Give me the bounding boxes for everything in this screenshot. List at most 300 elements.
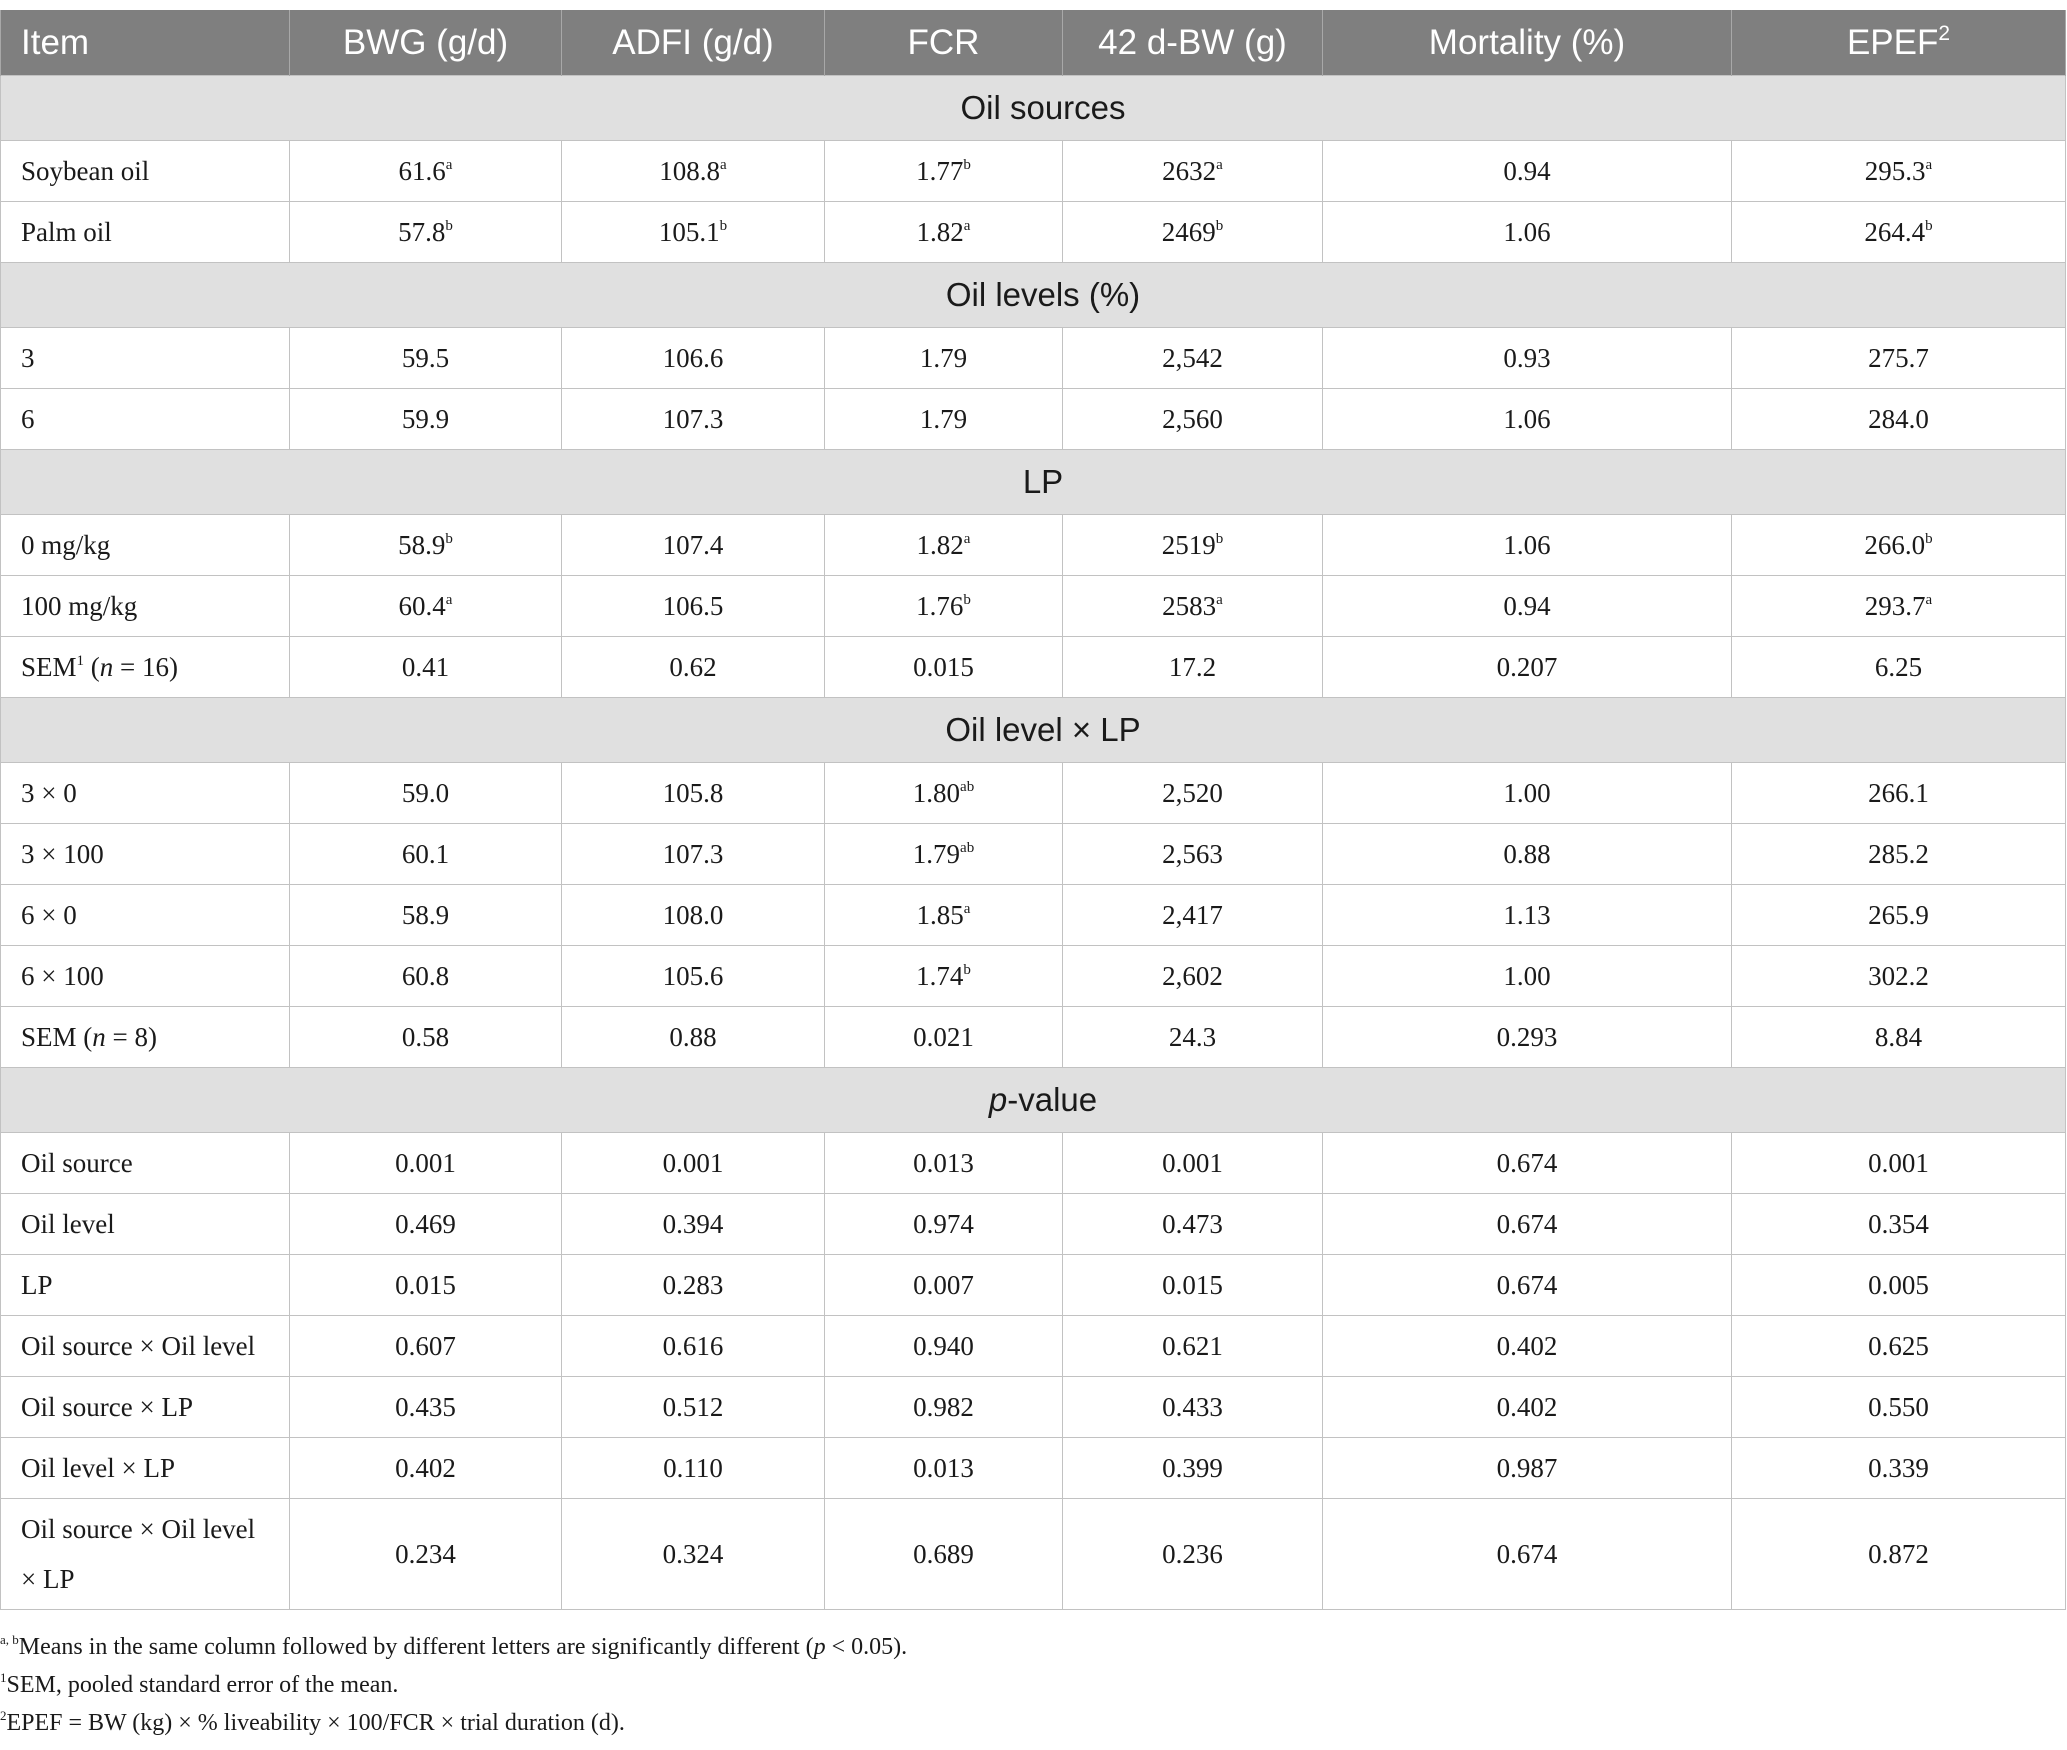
cell-bwg	[290, 515, 562, 576]
cell-mortality	[1323, 1194, 1732, 1255]
group-title: LP	[1, 450, 2066, 515]
table-row	[1, 141, 2066, 202]
cell-value: 105.6	[662, 960, 724, 991]
significance-letter: b	[963, 961, 971, 978]
cell-mortality	[1323, 202, 1732, 263]
group-row-oil_sources	[1, 76, 2066, 141]
cell-fcr	[825, 946, 1063, 1007]
cell-bw42	[1063, 141, 1323, 202]
cell-bwg	[290, 1194, 562, 1255]
cell-fcr	[825, 1377, 1063, 1438]
row-label: Oil source	[1, 1133, 290, 1194]
header-epef: EPEF$^2$	[1732, 10, 2066, 76]
cell-value: 0.435	[395, 1391, 456, 1422]
cell-value: 24.3	[1168, 1021, 1217, 1052]
group-title	[1, 1068, 2066, 1133]
significance-letter: b	[963, 591, 971, 608]
significance-letter: a	[963, 217, 971, 234]
cell-value: 0.402	[395, 1452, 456, 1483]
cell-value: 0.394	[662, 1208, 724, 1239]
cell-adfi	[562, 515, 825, 576]
cell-value: 266.1	[1868, 777, 1929, 808]
table-row	[1, 515, 2066, 576]
cell-mortality	[1323, 946, 1732, 1007]
significance-letter: a	[1216, 156, 1223, 173]
cell-value: 1.80	[912, 777, 961, 808]
cell-bw42	[1063, 763, 1323, 824]
cell-adfi	[562, 1133, 825, 1194]
significance-letter: b	[1925, 217, 1933, 234]
cell-bwg	[290, 389, 562, 450]
cell-value: 1.13	[1503, 899, 1551, 930]
cell-epef	[1732, 763, 2066, 824]
cell-fcr	[825, 1438, 1063, 1499]
cell-fcr	[825, 1255, 1063, 1316]
cell-bw42	[1063, 946, 1323, 1007]
cell-value: 0.110	[663, 1452, 723, 1483]
cell-value: 107.4	[662, 529, 724, 560]
cell-value: 302.2	[1868, 960, 1929, 991]
cell-value: 0.234	[395, 1538, 456, 1569]
group-row-lp	[1, 450, 2066, 515]
cell-value: 285.2	[1868, 838, 1929, 869]
cell-value: 0.974	[913, 1208, 974, 1239]
cell-epef	[1732, 1133, 2066, 1194]
sem-n-value: = 16)	[113, 651, 178, 682]
cell-mortality	[1323, 1438, 1732, 1499]
table-row	[1, 824, 2066, 885]
cell-value: 0.433	[1162, 1391, 1223, 1422]
cell-fcr	[825, 1007, 1063, 1068]
header-row	[1, 10, 2066, 76]
footnotes	[0, 1628, 907, 1742]
cell-bw42	[1063, 1377, 1323, 1438]
cell-mortality	[1323, 637, 1732, 698]
cell-adfi	[562, 1499, 825, 1610]
sem-n-open: (	[84, 651, 100, 682]
cell-mortality	[1323, 1007, 1732, 1068]
cell-bw42	[1063, 885, 1323, 946]
cell-value: 295.3	[1864, 155, 1926, 186]
cell-mortality	[1323, 824, 1732, 885]
cell-value: 105.1	[658, 216, 720, 247]
cell-fcr	[825, 515, 1063, 576]
cell-fcr	[825, 1499, 1063, 1610]
cell-fcr	[825, 1133, 1063, 1194]
table-row	[1, 202, 2066, 263]
header-mortality: Mortality (%)	[1323, 10, 1732, 76]
cell-bw42	[1063, 202, 1323, 263]
cell-value: 0.674	[1496, 1538, 1558, 1569]
sem-n-open: (	[76, 1021, 93, 1052]
table-row	[1, 1194, 2066, 1255]
cell-value: 0.013	[913, 1452, 974, 1483]
significance-letter: a	[720, 156, 727, 173]
cell-adfi	[562, 824, 825, 885]
cell-value: 58.9	[398, 529, 446, 560]
cell-adfi	[562, 1316, 825, 1377]
significance-letter: b	[1215, 217, 1224, 234]
cell-value: 106.5	[662, 590, 724, 621]
cell-value: 2469	[1161, 216, 1216, 247]
cell-value: 0.674	[1496, 1269, 1558, 1300]
cell-value: 0.473	[1162, 1208, 1223, 1239]
header-adfi: ADFI (g/d)	[562, 10, 825, 76]
cell-value: 58.9	[401, 899, 450, 930]
cell-fcr	[825, 1194, 1063, 1255]
cell-epef	[1732, 141, 2066, 202]
performance-table	[0, 10, 2066, 1610]
cell-value: 0.015	[395, 1269, 456, 1300]
row-label-line2: × LP	[21, 1564, 75, 1594]
table-row	[1, 389, 2066, 450]
cell-value: 0.88	[1503, 838, 1551, 869]
cell-value: 1.00	[1503, 960, 1551, 991]
cell-value: 107.3	[662, 838, 724, 869]
cell-epef	[1732, 1255, 2066, 1316]
cell-value: 0.015	[1162, 1269, 1223, 1300]
cell-value: 0.354	[1868, 1208, 1929, 1239]
group-title-italic: p	[988, 1081, 1008, 1118]
cell-value: 264.4	[1864, 216, 1926, 247]
group-title-rest: -value	[1007, 1081, 1098, 1118]
cell-fcr	[825, 141, 1063, 202]
cell-value: 1.79	[919, 403, 968, 434]
cell-epef	[1732, 946, 2066, 1007]
row-label: Oil source × LP	[1, 1377, 290, 1438]
significance-letter: b	[445, 217, 453, 234]
cell-adfi	[562, 576, 825, 637]
header-bw42: 42 d-BW (g)	[1063, 10, 1323, 76]
cell-mortality	[1323, 576, 1732, 637]
cell-value: 61.6	[398, 155, 446, 186]
cell-bwg	[290, 576, 562, 637]
table-row	[1, 763, 2066, 824]
cell-value: 2,417	[1162, 899, 1223, 930]
significance-letter: a	[1925, 156, 1933, 173]
cell-adfi	[562, 637, 825, 698]
significance-letter: a	[1216, 591, 1223, 608]
cell-value: 1.06	[1503, 216, 1551, 247]
cell-value: 0.62	[669, 651, 717, 682]
cell-epef	[1732, 637, 2066, 698]
cell-value: 0.872	[1868, 1538, 1929, 1569]
significance-letter: b	[719, 217, 728, 234]
table-row	[1, 1255, 2066, 1316]
significance-letter: ab	[960, 778, 975, 795]
table-row	[1, 1133, 2066, 1194]
cell-bwg	[290, 1316, 562, 1377]
cell-mortality	[1323, 1316, 1732, 1377]
cell-epef	[1732, 1007, 2066, 1068]
cell-bw42	[1063, 1438, 1323, 1499]
cell-value: 0.324	[662, 1538, 724, 1569]
cell-value: 2,560	[1162, 403, 1223, 434]
cell-value: 0.001	[395, 1147, 456, 1178]
row-label: 6 × 0	[1, 885, 290, 946]
cell-value: 0.402	[1496, 1391, 1558, 1422]
cell-value: 2632	[1162, 155, 1217, 186]
header-item: Item	[1, 10, 290, 76]
cell-value: 1.76	[916, 590, 964, 621]
cell-adfi	[562, 328, 825, 389]
cell-fcr	[825, 637, 1063, 698]
significance-letter: a	[445, 156, 453, 173]
significance-letter: b	[1215, 530, 1224, 547]
cell-fcr	[825, 885, 1063, 946]
table-row	[1, 328, 2066, 389]
row-label	[1, 1007, 290, 1068]
cell-bw42	[1063, 515, 1323, 576]
cell-value: 0.283	[662, 1269, 724, 1300]
sem-row	[1, 637, 2066, 698]
cell-bwg	[290, 141, 562, 202]
cell-value: 0.007	[913, 1269, 974, 1300]
cell-epef	[1732, 328, 2066, 389]
cell-adfi	[562, 763, 825, 824]
cell-value: 1.00	[1503, 777, 1551, 808]
cell-value: 0.236	[1162, 1538, 1223, 1569]
cell-fcr	[825, 1316, 1063, 1377]
cell-value: 0.339	[1868, 1452, 1929, 1483]
cell-fcr	[825, 202, 1063, 263]
row-label: 3 × 100	[1, 824, 290, 885]
cell-bwg	[290, 1255, 562, 1316]
cell-value: 293.7	[1864, 590, 1926, 621]
cell-value: 2,602	[1162, 960, 1223, 991]
row-label	[1, 637, 290, 698]
cell-value: 1.79	[919, 342, 968, 373]
cell-bw42	[1063, 1316, 1323, 1377]
significance-letter: a	[963, 900, 971, 917]
cell-fcr	[825, 763, 1063, 824]
cell-value: 106.6	[662, 342, 724, 373]
group-title: Oil levels (%)	[1, 263, 2066, 328]
cell-bwg	[290, 1007, 562, 1068]
table-row	[1, 1499, 2066, 1610]
cell-value: 0.625	[1868, 1330, 1929, 1361]
cell-bwg	[290, 202, 562, 263]
cell-value: 0.469	[395, 1208, 456, 1239]
table-row	[1, 946, 2066, 1007]
cell-value: 0.58	[401, 1021, 450, 1052]
cell-epef	[1732, 824, 2066, 885]
cell-value: 0.674	[1496, 1147, 1558, 1178]
cell-adfi	[562, 1377, 825, 1438]
footnote-sem: $^1$SEM, pooled standard error of the mean.	[0, 1670, 399, 1698]
sem-label: SEM	[21, 651, 77, 682]
cell-value: 0.94	[1503, 155, 1551, 186]
cell-value: 2583	[1162, 590, 1217, 621]
cell-epef	[1732, 1194, 2066, 1255]
cell-value: 59.0	[401, 777, 450, 808]
cell-value: 1.85	[916, 899, 964, 930]
cell-value: 0.940	[913, 1330, 974, 1361]
cell-value: 57.8	[398, 216, 446, 247]
significance-letter: a	[445, 591, 453, 608]
table-row	[1, 576, 2066, 637]
cell-bwg	[290, 885, 562, 946]
cell-bwg	[290, 637, 562, 698]
cell-value: 275.7	[1868, 342, 1929, 373]
cell-adfi	[562, 202, 825, 263]
row-label: Oil level	[1, 1194, 290, 1255]
cell-bwg	[290, 946, 562, 1007]
cell-epef	[1732, 1499, 2066, 1610]
cell-bwg	[290, 1438, 562, 1499]
cell-mortality	[1323, 885, 1732, 946]
cell-value: 0.616	[662, 1330, 724, 1361]
cell-mortality	[1323, 515, 1732, 576]
significance-letter: a	[1925, 591, 1933, 608]
cell-epef	[1732, 515, 2066, 576]
cell-adfi	[562, 1194, 825, 1255]
sem-footnote-mark: 1	[76, 652, 85, 669]
cell-value: 0.689	[913, 1538, 974, 1569]
table-row	[1, 1316, 2066, 1377]
row-label: 6	[1, 389, 290, 450]
group-title: Oil sources	[1, 76, 2066, 141]
cell-value: 108.0	[662, 899, 724, 930]
cell-value: 0.399	[1162, 1452, 1223, 1483]
cell-adfi	[562, 946, 825, 1007]
cell-bw42	[1063, 1133, 1323, 1194]
cell-value: 0.001	[1868, 1147, 1929, 1178]
cell-mortality	[1323, 1377, 1732, 1438]
row-label: Soybean oil	[1, 141, 290, 202]
cell-value: 107.3	[662, 403, 724, 434]
cell-value: 1.74	[916, 960, 964, 991]
sem-n-italic: n	[99, 651, 114, 682]
row-label: 3	[1, 328, 290, 389]
cell-mortality	[1323, 141, 1732, 202]
cell-value: 2,542	[1162, 342, 1223, 373]
cell-value: 1.06	[1503, 529, 1551, 560]
header-fcr: FCR	[825, 10, 1063, 76]
cell-value: 108.8	[659, 155, 721, 186]
sem-label: SEM	[21, 1021, 77, 1052]
cell-value: 0.88	[669, 1021, 717, 1052]
significance-letter: b	[1925, 530, 1933, 547]
cell-value: 265.9	[1868, 899, 1929, 930]
cell-value: 17.2	[1168, 651, 1217, 682]
cell-value: 0.005	[1868, 1269, 1929, 1300]
cell-adfi	[562, 1255, 825, 1316]
significance-letter: a	[963, 530, 971, 547]
cell-mortality	[1323, 1255, 1732, 1316]
footnote-significance: $^{a, b}$Means in the same column followed by different letters are significantly different (p < 0.05).	[0, 1632, 908, 1660]
cell-value: 8.84	[1874, 1021, 1923, 1052]
cell-bw42	[1063, 1194, 1323, 1255]
cell-value: 1.82	[916, 216, 964, 247]
cell-adfi	[562, 885, 825, 946]
cell-value: 0.402	[1496, 1330, 1558, 1361]
cell-value: 2,563	[1162, 838, 1223, 869]
cell-value: 0.001	[662, 1147, 724, 1178]
sem-n-value: = 8)	[105, 1021, 157, 1052]
significance-letter: ab	[960, 839, 975, 856]
cell-bw42	[1063, 824, 1323, 885]
cell-mortality	[1323, 328, 1732, 389]
cell-value: 60.1	[401, 838, 450, 869]
cell-bwg	[290, 1377, 562, 1438]
cell-adfi	[562, 1007, 825, 1068]
cell-epef	[1732, 1316, 2066, 1377]
cell-value: 0.674	[1496, 1208, 1558, 1239]
cell-bwg	[290, 1499, 562, 1610]
cell-value: 1.79	[912, 838, 961, 869]
row-label: 3 × 0	[1, 763, 290, 824]
cell-value: 0.621	[1162, 1330, 1223, 1361]
table-row	[1, 1377, 2066, 1438]
cell-mortality	[1323, 1499, 1732, 1610]
sem-n-italic: n	[92, 1021, 106, 1052]
row-label	[1, 1499, 290, 1610]
cell-value: 0.001	[1162, 1147, 1223, 1178]
footnote-epef: $^2$EPEF = BW (kg) × % liveability × 100/FCR × trial duration (d).	[0, 1708, 625, 1736]
cell-value: 0.207	[1496, 651, 1558, 682]
row-label: 6 × 100	[1, 946, 290, 1007]
cell-value: 0.93	[1503, 342, 1551, 373]
cell-adfi	[562, 1438, 825, 1499]
cell-bwg	[290, 1133, 562, 1194]
row-label: Oil level × LP	[1, 1438, 290, 1499]
cell-value: 0.607	[395, 1330, 456, 1361]
cell-value: 1.82	[916, 529, 964, 560]
cell-mortality	[1323, 763, 1732, 824]
cell-epef	[1732, 1438, 2066, 1499]
significance-letter: b	[445, 530, 453, 547]
cell-mortality	[1323, 1133, 1732, 1194]
cell-value: 60.8	[401, 960, 450, 991]
cell-value: 1.06	[1503, 403, 1551, 434]
cell-fcr	[825, 576, 1063, 637]
cell-fcr	[825, 328, 1063, 389]
cell-value: 59.9	[401, 403, 450, 434]
cell-value: 2519	[1161, 529, 1216, 560]
cell-value: 0.41	[401, 651, 450, 682]
cell-value: 6.25	[1874, 651, 1923, 682]
cell-bw42	[1063, 389, 1323, 450]
cell-mortality	[1323, 389, 1732, 450]
cell-value: 0.021	[913, 1021, 974, 1052]
cell-value: 0.512	[662, 1391, 724, 1422]
group-row-interaction	[1, 698, 2066, 763]
sem-row	[1, 1007, 2066, 1068]
cell-epef	[1732, 202, 2066, 263]
row-label: LP	[1, 1255, 290, 1316]
cell-bwg	[290, 328, 562, 389]
cell-value: 266.0	[1864, 529, 1926, 560]
cell-epef	[1732, 885, 2066, 946]
group-title: Oil level × LP	[1, 698, 2066, 763]
row-label: Oil source × Oil level	[1, 1316, 290, 1377]
cell-epef	[1732, 389, 2066, 450]
cell-fcr	[825, 824, 1063, 885]
cell-epef	[1732, 1377, 2066, 1438]
cell-bw42	[1063, 576, 1323, 637]
cell-value: 105.8	[662, 777, 724, 808]
row-label: 0 mg/kg	[1, 515, 290, 576]
cell-value: 0.94	[1503, 590, 1551, 621]
cell-value: 59.5	[401, 342, 450, 373]
cell-adfi	[562, 141, 825, 202]
cell-bw42	[1063, 1007, 1323, 1068]
cell-bwg	[290, 824, 562, 885]
table-row	[1, 885, 2066, 946]
cell-value: 0.982	[913, 1391, 974, 1422]
cell-value: 1.77	[916, 155, 964, 186]
